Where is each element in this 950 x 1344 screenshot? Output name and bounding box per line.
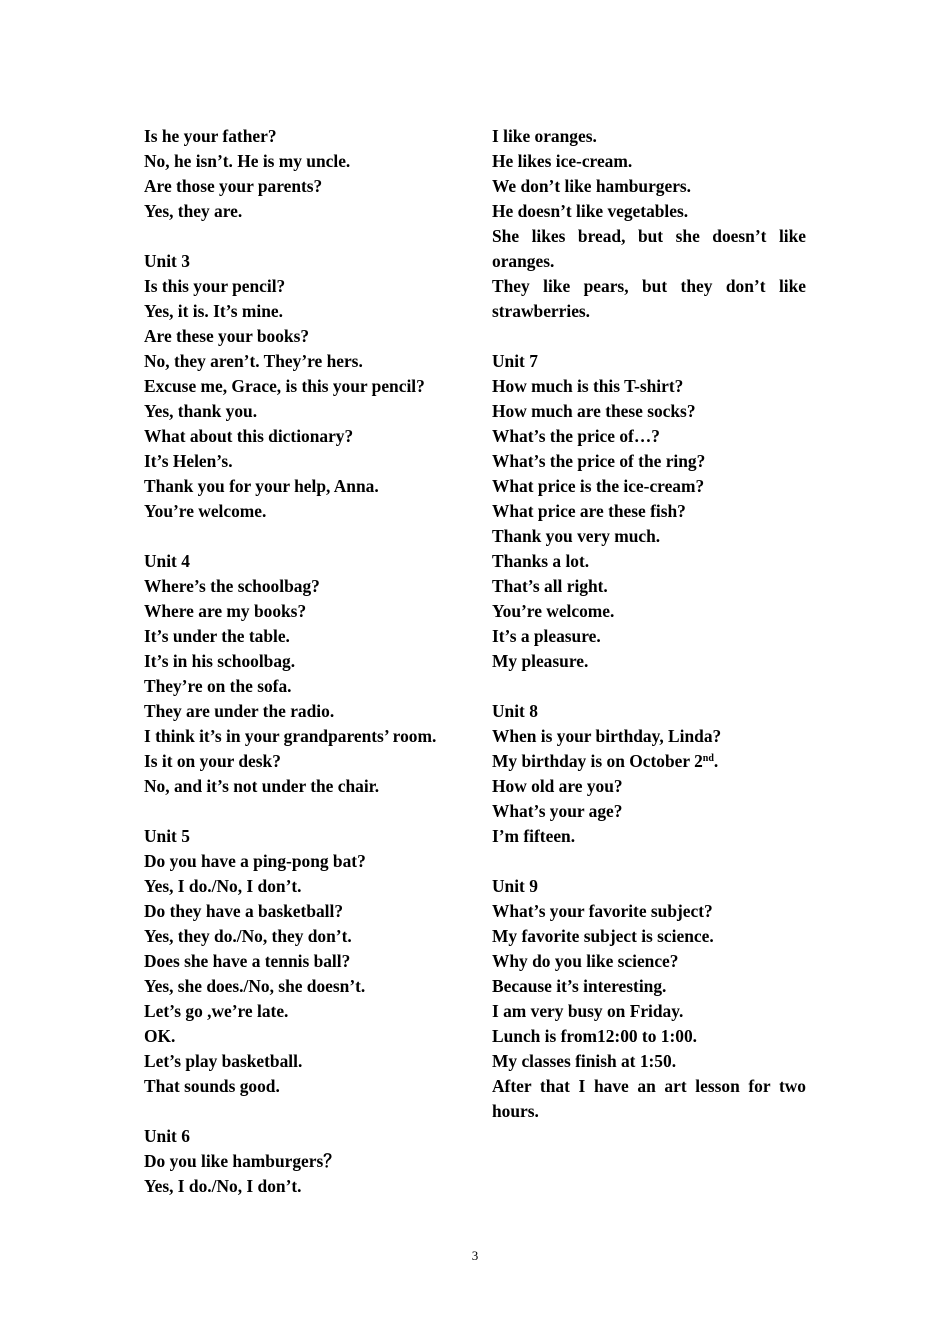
sentence-text: Yes, it is. It’s mine. (144, 301, 283, 321)
sentence-punctuation: . (713, 751, 719, 771)
sentence-line (144, 999, 458, 1024)
sentence-line (144, 924, 458, 949)
sentence-text: Does she have a tennis ball? (144, 951, 351, 971)
sentence-text: Excuse me, Grace, is this your pencil? (144, 376, 425, 396)
blank-line (144, 1099, 458, 1124)
unit-heading-unit-4 (144, 549, 458, 574)
sentence-line (144, 449, 458, 474)
sentence-line (492, 449, 806, 474)
sentence-text: No, and it’s not under the chair. (144, 776, 380, 796)
sentence-line (492, 524, 806, 549)
right-column (492, 124, 806, 1124)
sentence-text: What’s your favorite subject? (492, 901, 713, 921)
sentence-text: What about this dictionary? (144, 426, 354, 446)
sentence-line (144, 624, 458, 649)
sentence-line (492, 799, 806, 824)
sentence-line (144, 349, 458, 374)
sentence-line (492, 1074, 806, 1124)
sentence-text: When is your birthday, Linda? (492, 726, 722, 746)
sentence-line (144, 1174, 458, 1199)
sentence-line (492, 949, 806, 974)
sentence-text: How old are you? (492, 776, 623, 796)
sentence-line (144, 774, 458, 799)
sentence-line (144, 599, 458, 624)
sentence-text: After that I have an art lesson for two hours. (492, 1076, 806, 1121)
sentence-line (492, 1024, 806, 1049)
sentence-line (144, 1049, 458, 1074)
sentence-line (492, 199, 806, 224)
sentence-line (144, 399, 458, 424)
sentence-line (144, 1024, 458, 1049)
sentence-text: We don’t like hamburgers. (492, 176, 692, 196)
sentence-line (144, 274, 458, 299)
sentence-line (492, 1049, 806, 1074)
sentence-text: What’s your age? (492, 801, 623, 821)
sentence-text: Yes, they are. (144, 201, 243, 221)
sentence-text: I’m fifteen. (492, 826, 576, 846)
sentence-text: He likes ice-cream. (492, 151, 633, 171)
sentence-line (492, 724, 806, 749)
unit-heading-unit-6 (144, 1124, 458, 1149)
sentence-text: That sounds good. (144, 1076, 280, 1096)
sentence-text: Thank you for your help, Anna. (144, 476, 379, 496)
unit-heading-text: Unit 3 (144, 251, 190, 271)
sentence-line (492, 374, 806, 399)
sentence-text: No, he isn’t. He is my uncle. (144, 151, 351, 171)
sentence-text: Do they have a basketball? (144, 901, 344, 921)
sentence-text: Do you like hamburgers？ (144, 1151, 341, 1171)
sentence-text: Where’s the schoolbag? (144, 576, 320, 596)
sentence-text: How much are these socks? (492, 401, 696, 421)
blank-line (144, 224, 458, 249)
sentence-line (492, 149, 806, 174)
unit-heading-text: Unit 4 (144, 551, 190, 571)
sentence-text: Yes, I do./No, I don’t. (144, 1176, 302, 1196)
blank-line (492, 849, 806, 874)
sentence-line (492, 974, 806, 999)
sentence-line (144, 374, 458, 399)
sentence-line (144, 299, 458, 324)
sentence-line (144, 1074, 458, 1099)
sentence-line (144, 574, 458, 599)
unit-heading-text: Unit 7 (492, 351, 538, 371)
blank-line (144, 799, 458, 824)
sentence-text: Is he your father? (144, 126, 277, 146)
left-column (144, 124, 458, 1199)
sentence-line (492, 124, 806, 149)
sentence-text: He doesn’t like vegetables. (492, 201, 689, 221)
sentence-line (144, 424, 458, 449)
sentence-text: They are under the radio. (144, 701, 335, 721)
sentence-line (144, 324, 458, 349)
sentence-line (144, 899, 458, 924)
sentence-line (492, 749, 806, 774)
sentence-text: That’s all right. (492, 576, 608, 596)
sentence-line (144, 749, 458, 774)
sentence-line (144, 474, 458, 499)
sentence-text: My favorite subject is science. (492, 926, 714, 946)
sentence-line (144, 1149, 458, 1174)
sentence-line (492, 474, 806, 499)
page-number: 3 (471, 1248, 479, 1263)
sentence-line (144, 649, 458, 674)
sentence-line (492, 774, 806, 799)
sentence-text: What price are these fish? (492, 501, 686, 521)
blank-line (492, 674, 806, 699)
sentence-line (144, 699, 458, 724)
sentence-text: Are those your parents? (144, 176, 323, 196)
unit-heading-text: Unit 9 (492, 876, 538, 896)
sentence-text: Why do you like science? (492, 951, 679, 971)
sentence-text: What price is the ice-cream? (492, 476, 705, 496)
sentence-text: I think it’s in your grandparents’ room. (144, 726, 437, 746)
sentence-text: It’s in his schoolbag. (144, 651, 296, 671)
sentence-text: It’s a pleasure. (492, 626, 601, 646)
sentence-text: Where are my books? (144, 601, 307, 621)
blank-line (492, 324, 806, 349)
sentence-line (492, 924, 806, 949)
sentence-text: What’s the price of the ring? (492, 451, 706, 471)
sentence-line (492, 424, 806, 449)
unit-heading-unit-9 (492, 874, 806, 899)
unit-heading-text: Unit 6 (144, 1126, 190, 1146)
sentence-text: I like oranges. (492, 126, 597, 146)
sentence-line (144, 174, 458, 199)
sentence-text: Because it’s interesting. (492, 976, 667, 996)
sentence-text: It’s under the table. (144, 626, 290, 646)
sentence-text: They’re on the sofa. (144, 676, 292, 696)
sentence-line (492, 999, 806, 1024)
sentence-line (144, 724, 458, 749)
ordinal-superscript: nd (702, 753, 714, 764)
sentence-line (144, 674, 458, 699)
sentence-text: No, they aren’t. They’re hers. (144, 351, 363, 371)
sentence-line (492, 649, 806, 674)
sentence-line (492, 549, 806, 574)
sentence-line (492, 899, 806, 924)
sentence-line (144, 974, 458, 999)
sentence-text: Let’s play basketball. (144, 1051, 303, 1071)
blank-line (144, 524, 458, 549)
sentence-text: Yes, thank you. (144, 401, 258, 421)
sentence-line (144, 124, 458, 149)
sentence-text: Is this your pencil? (144, 276, 286, 296)
sentence-line (492, 599, 806, 624)
sentence-text: My birthday is on October 2 (492, 751, 703, 771)
sentence-text: My classes finish at 1:50. (492, 1051, 677, 1071)
sentence-text: How much is this T-shirt? (492, 376, 684, 396)
unit-heading-unit-8 (492, 699, 806, 724)
sentence-text: Lunch is from12:00 to 1:00. (492, 1026, 697, 1046)
sentence-line (144, 199, 458, 224)
unit-heading-unit-3 (144, 249, 458, 274)
sentence-line (492, 224, 806, 274)
sentence-line (492, 399, 806, 424)
sentence-line (492, 174, 806, 199)
sentence-line (492, 824, 806, 849)
sentence-line (492, 499, 806, 524)
sentence-text: What’s the price of…? (492, 426, 660, 446)
unit-heading-text: Unit 8 (492, 701, 538, 721)
sentence-text: It’s Helen’s. (144, 451, 233, 471)
sentence-text: Thanks a lot. (492, 551, 590, 571)
sentence-line (492, 574, 806, 599)
sentence-text: They like pears, but they don’t like strawberries. (492, 276, 806, 321)
unit-heading-unit-5 (144, 824, 458, 849)
sentence-line (492, 624, 806, 649)
sentence-text: Yes, I do./No, I don’t. (144, 876, 302, 896)
sentence-text: You’re welcome. (144, 501, 267, 521)
sentence-text: Do you have a ping-pong bat? (144, 851, 366, 871)
sentence-line (144, 499, 458, 524)
sentence-text: Let’s go ,we’re late. (144, 1001, 289, 1021)
unit-heading-text: Unit 5 (144, 826, 190, 846)
sentence-text: You’re welcome. (492, 601, 615, 621)
sentence-text: Yes, they do./No, they don’t. (144, 926, 352, 946)
sentence-line (144, 849, 458, 874)
sentence-line (144, 149, 458, 174)
sentence-text: My pleasure. (492, 651, 589, 671)
sentence-text: Yes, she does./No, she doesn’t. (144, 976, 366, 996)
sentence-line (492, 274, 806, 324)
sentence-line (144, 949, 458, 974)
sentence-text: I am very busy on Friday. (492, 1001, 684, 1021)
sentence-text: OK. (144, 1026, 176, 1046)
sentence-line (144, 874, 458, 899)
sentence-text: Is it on your desk? (144, 751, 281, 771)
sentence-text: Thank you very much. (492, 526, 661, 546)
sentence-text: Are these your books? (144, 326, 310, 346)
sentence-text: She likes bread, but she doesn’t like oranges. (492, 226, 806, 271)
unit-heading-unit-7 (492, 349, 806, 374)
